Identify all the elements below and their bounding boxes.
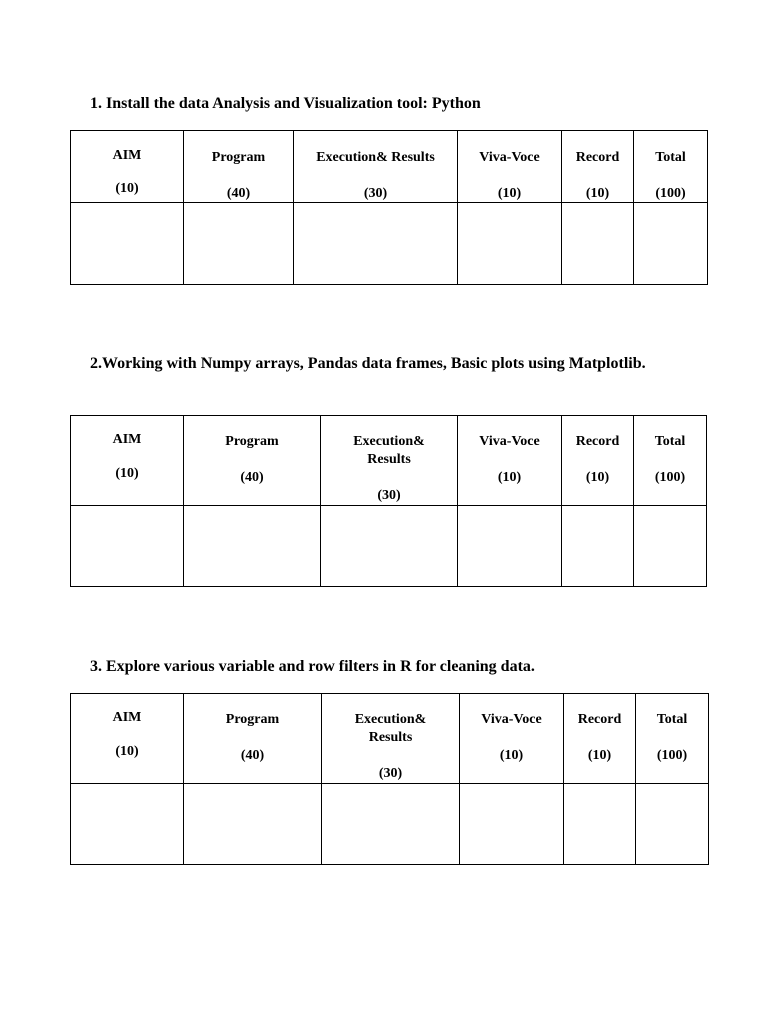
column-score: (40) [240,748,265,763]
mark-cell-execution-results[interactable] [294,203,458,285]
column-header-viva-voce [458,131,562,203]
mark-cell-aim[interactable] [71,203,184,285]
column-label: Program [225,712,280,727]
column-header-total [636,694,709,784]
column-label: Viva-Voce [479,434,540,449]
mark-cell-execution-results[interactable] [321,506,458,587]
column-label: Viva-Voce [481,712,542,727]
column-score: (40) [226,186,251,201]
mark-cell-total[interactable] [634,203,708,285]
column-score: (10) [585,470,610,485]
column-header-record [564,694,636,784]
column-label: Execution& Results [353,434,425,467]
column-header-total [634,131,708,203]
column-header-aim [71,131,184,203]
mark-cell-program[interactable] [184,784,322,865]
section-2-heading: 2.Working with Numpy arrays, Pandas data frames, Basic plots using Matplotlib. [90,355,646,372]
mark-cell-total[interactable] [634,506,707,587]
column-header-record [562,131,634,203]
column-score: (10) [585,186,610,201]
column-label: Execution& Results [316,150,435,165]
column-score: (30) [377,488,401,503]
mark-cell-execution-results[interactable] [322,784,460,865]
mark-cell-program[interactable] [184,506,321,587]
column-score: (10) [115,181,139,196]
column-score: (100) [654,470,686,485]
mark-cell-total[interactable] [636,784,709,865]
column-score: (40) [240,470,264,485]
column-header-record [562,416,634,506]
column-label: Record [575,150,620,165]
column-score: (30) [363,186,388,201]
column-header-execution-results [294,131,458,203]
column-header-execution-results [321,416,458,506]
column-score: (100) [655,186,686,201]
mark-cell-aim[interactable] [71,506,184,587]
column-label: Execution& Results [354,712,427,745]
column-score: (10) [587,748,612,763]
mark-cell-program[interactable] [184,203,294,285]
mark-cell-aim[interactable] [71,784,184,865]
column-score: (10) [497,186,522,201]
column-label: AIM [112,432,142,447]
mark-cell-viva-voce[interactable] [458,203,562,285]
column-label: Program [225,434,279,449]
mark-cell-viva-voce[interactable] [458,506,562,587]
column-header-aim [71,416,184,506]
column-label: Program [211,150,266,165]
column-header-viva-voce [458,416,562,506]
column-header-execution-results [322,694,460,784]
section-3-marks-table [70,693,709,865]
mark-cell-record[interactable] [562,203,634,285]
section-3-heading: 3. Explore various variable and row filters in R for cleaning data. [90,658,535,675]
section-1-marks-table [70,130,708,285]
column-label: AIM [112,148,142,163]
column-score: (10) [497,470,522,485]
column-score: (10) [115,466,139,481]
column-score: (100) [656,748,688,763]
section-1-heading: 1. Install the data Analysis and Visualization tool: Python [90,95,481,112]
column-label: Viva-Voce [479,150,540,165]
mark-cell-record[interactable] [562,506,634,587]
column-label: Total [656,712,688,727]
column-label: Total [654,434,686,449]
column-score: (10) [499,748,524,763]
mark-cell-viva-voce[interactable] [460,784,564,865]
column-header-program [184,694,322,784]
column-score: (10) [115,744,139,759]
column-label: Record [575,434,620,449]
column-header-aim [71,694,184,784]
section-2-marks-table [70,415,707,587]
column-header-total [634,416,707,506]
column-label: Total [655,150,686,165]
column-header-program [184,131,294,203]
column-label: AIM [112,710,142,725]
column-header-viva-voce [460,694,564,784]
mark-cell-record[interactable] [564,784,636,865]
column-label: Record [577,712,622,727]
column-score: (30) [378,766,403,781]
column-header-program [184,416,321,506]
